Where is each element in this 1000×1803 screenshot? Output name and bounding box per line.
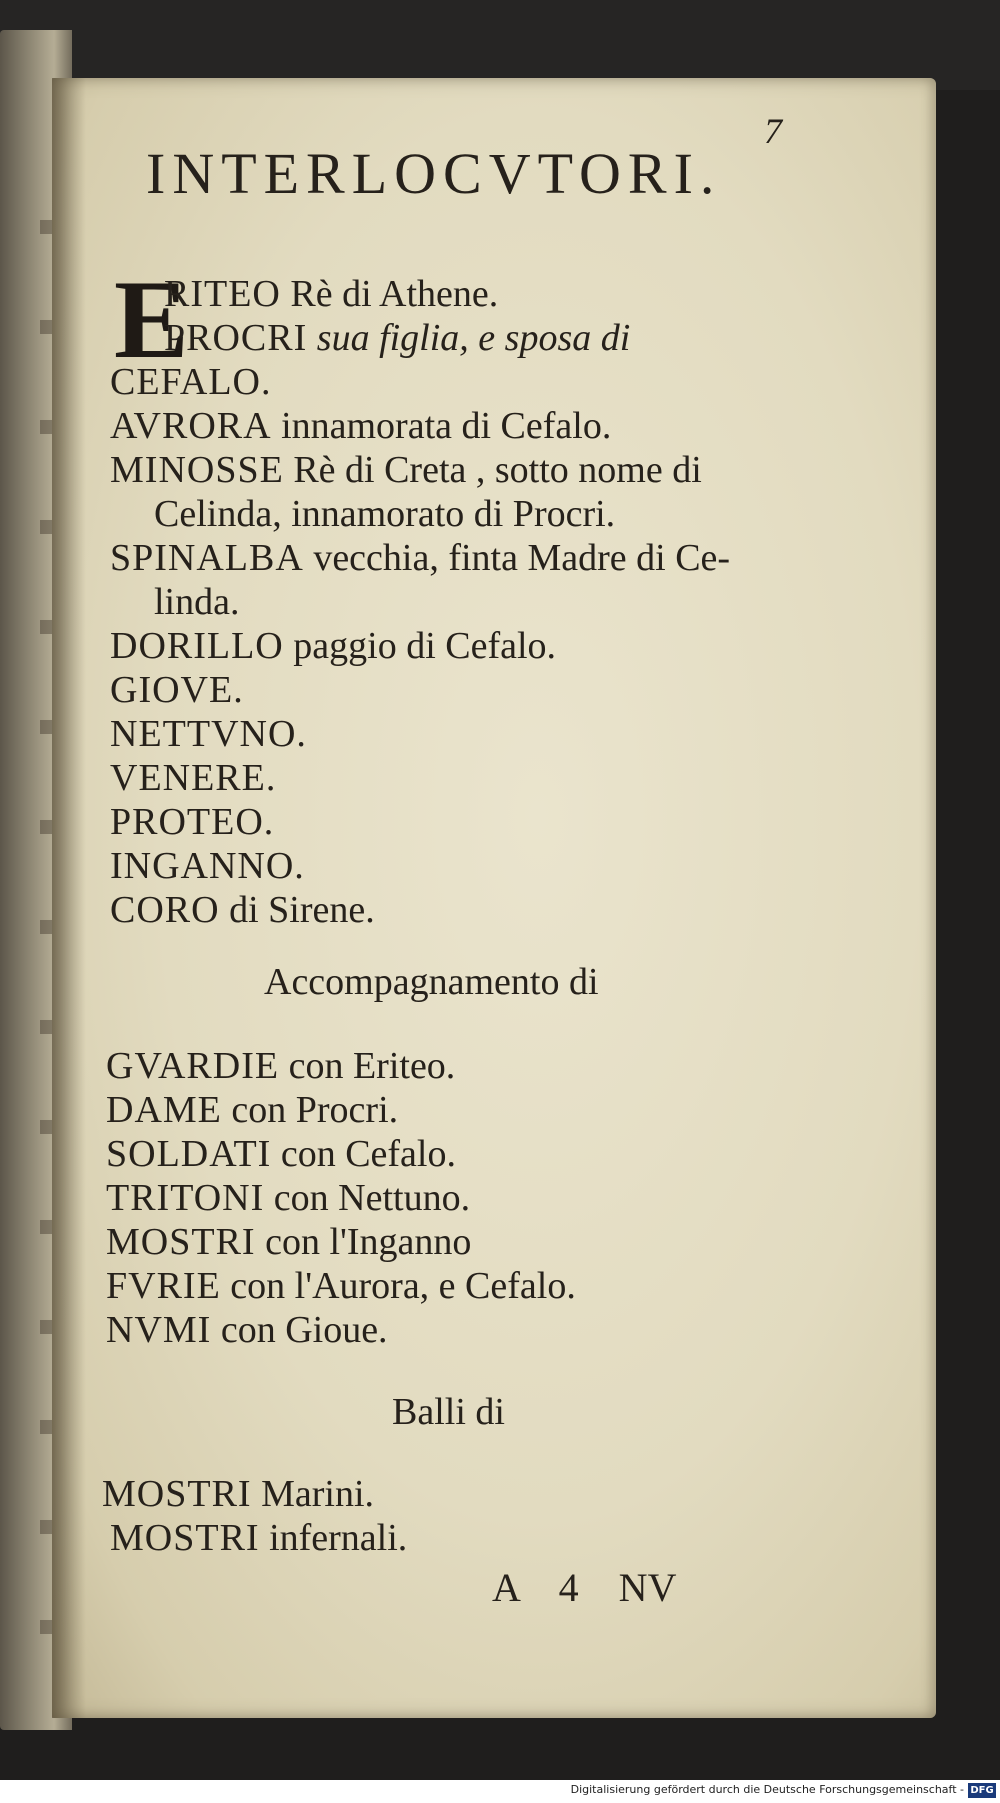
dfg-logo-icon: DFG	[968, 1783, 996, 1798]
drop-cap: E	[114, 258, 189, 382]
cast-item: AVRORA innamorata di Cefalo.	[110, 405, 612, 447]
cast-item: CORO di Sirene.	[110, 889, 375, 931]
dance-item: MOSTRI Marini.	[102, 1473, 375, 1515]
cast-list	[110, 258, 840, 932]
cast-item: MINOSSE Rè di Creta , sotto nome di	[110, 449, 702, 491]
cast-item: SPINALBA vecchia, finta Madre di Ce-	[110, 537, 731, 579]
cast-item: PROTEO.	[110, 801, 275, 843]
retinue-item: NVMI con Gioue.	[106, 1309, 388, 1351]
retinue-item: GVARDIE con Eriteo.	[106, 1045, 456, 1087]
cast-item: CEFALO.	[110, 361, 272, 403]
cast-item: PROCRI sua figlia, e sposa di	[164, 317, 631, 359]
cast-item-continued: linda.	[154, 581, 240, 623]
page-number: 7	[764, 111, 782, 151]
cast-item: GIOVE.	[110, 669, 244, 711]
retinue-item: FVRIE con l'Aurora, e Cefalo.	[106, 1265, 576, 1307]
background	[0, 0, 1000, 90]
cast-item: RITEO Rè di Athene.	[164, 273, 499, 315]
cast-item-continued: Celinda, innamorato di Procri.	[154, 493, 616, 535]
page-title: INTERLOCVTORI.	[146, 141, 722, 206]
cast-item: NETTVNO.	[110, 713, 307, 755]
cast-item: INGANNO.	[110, 845, 305, 887]
cast-item: DORILLO paggio di Cefalo.	[110, 625, 557, 667]
dances-heading: Balli di	[392, 1391, 505, 1433]
retinue-item: SOLDATI con Cefalo.	[106, 1133, 456, 1175]
dances-list	[102, 1472, 407, 1560]
cast-item: VENERE.	[110, 757, 277, 799]
retinue-item: TRITONI con Nettuno.	[106, 1177, 471, 1219]
retinue-item: MOSTRI con l'Inganno	[106, 1221, 472, 1263]
accompaniment-heading: Accompagnamento di	[264, 961, 599, 1003]
signature-catchword: A 4 NV	[492, 1565, 677, 1610]
retinue-list	[106, 1044, 576, 1352]
footer-credit: Digitalisierung gefördert durch die Deutsche Forschungsgemeinschaft -	[570, 1783, 964, 1796]
page-gutter-shadow	[52, 78, 86, 1718]
retinue-item: DAME con Procri.	[106, 1089, 399, 1131]
dance-item: MOSTRI infernali.	[110, 1517, 408, 1559]
